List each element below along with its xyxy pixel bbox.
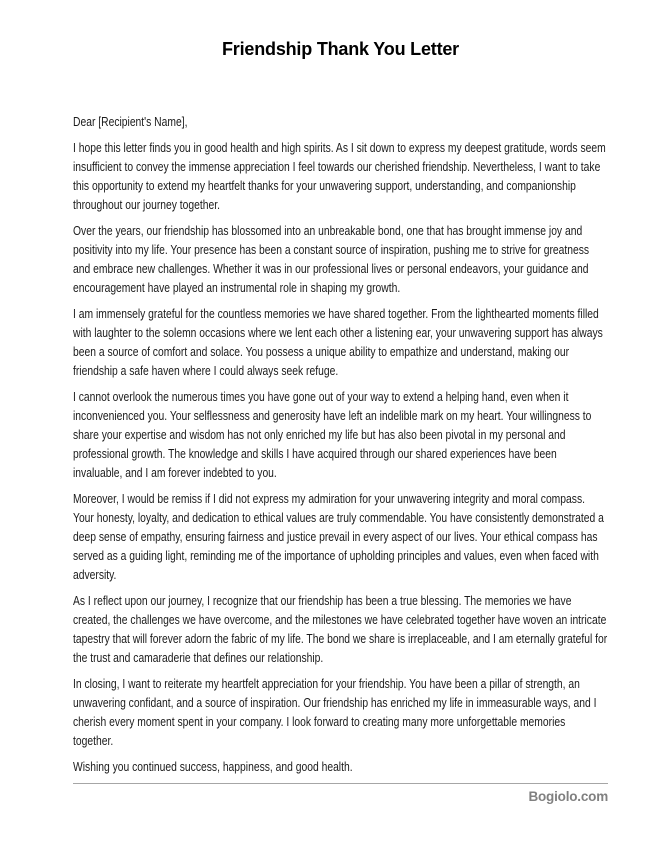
page-footer [73,783,608,804]
closing-line: Wishing you continued success, happiness, and good health. [73,760,353,774]
paragraph-helping-hand: I cannot overlook the numerous times you have gone out of your way to extend a helping hand, even when it inconvenienced you. Your selflessness and generosity have left an indelible mark on my heart. Your willingness to share your expertise and wisdom has not only enriched my life but has also been pivotal in my personal and professional growth. The knowledge and skills I have acquired through our shared experiences have been invaluable, and I am forever indebted to you. [73,390,592,480]
paragraph-blessing: As I reflect upon our journey, I recognize that our friendship has been a true blessing. The memories we have created, the challenges we have overcome, and the milestones we have celebrated together have woven an intricate tapestry that will forever adorn the fabric of my life. The bond we share is irreplaceable, and I am eternally grateful for the trust and camaraderie that defines our relationship. [73,594,608,665]
letter-body [73,113,608,777]
paragraph-closing-appreciation: In closing, I want to reiterate my heartfelt appreciation for your friendship. You have been a pillar of strength, an unwavering confidant, and a source of inspiration. Our friendship has enriched my life in immeasurable ways, and I cherish every moment spent in your company. I look forward to creating many more unforgettable memories together. [73,677,597,748]
footer-divider [73,783,608,784]
salutation: Dear [Recipient's Name], [73,115,188,129]
paragraph-gratitude: I hope this letter finds you in good health and high spirits. As I sit down to express my deepest gratitude, words seem insufficient to convey the immense appreciation I feel towards our cherished friendship. Nevertheless, I want to take this opportunity to extend my heartfelt thanks for your unwavering support, understanding, and companionship throughout our journey together. [73,141,606,212]
paragraph-integrity: Moreover, I would be remiss if I did not express my admiration for your unwavering integrity and moral compass. Your honesty, loyalty, and dedication to ethical values are truly commendable. You have consistently demonstrated a deep sense of empathy, ensuring fairness and justice prevail in every aspect of our lives. Your ethical compass has served as a guiding light, reminding me of the importance of upholding principles and values, even when faced with adversity. [73,492,604,582]
page-title: Friendship Thank You Letter [222,39,459,59]
paragraph-memories: I am immensely grateful for the countless memories we have shared together. From the lighthearted moments filled with laughter to the solemn occasions where we lent each other a listening ear, your unwavering support has always been a source of comfort and solace. You possess a unique ability to empathize and understand, making our friendship a safe haven where I could always seek refuge. [73,307,603,378]
paragraph-bond: Over the years, our friendship has blossomed into an unbreakable bond, one that has brought immense joy and positivity into my life. Your presence has been a constant source of inspiration, pushing me to strive for greatness and embrace new challenges. Whether it was in our professional lives or personal endeavors, your guidance and encouragement have played an instrumental role in shaping my growth. [73,224,590,295]
footer-brand: Bogiolo.com [528,789,608,804]
